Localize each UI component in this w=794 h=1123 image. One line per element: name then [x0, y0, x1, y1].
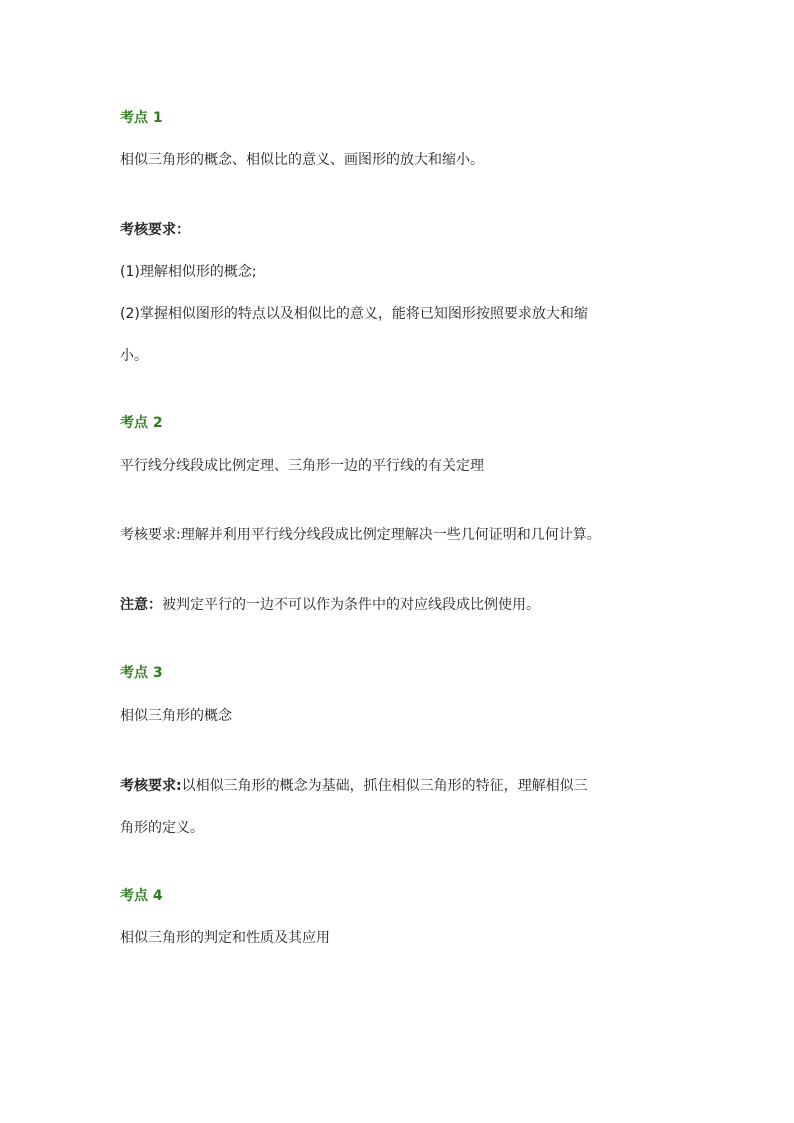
- section-1-requirement-item-2: (2)掌握相似图形的特点以及相似比的意义，能将已知图形按照要求放大和缩: [120, 306, 588, 322]
- section-1-requirement-item-1: (1)理解相似形的概念;: [120, 264, 257, 280]
- section-4-heading: 考点 4: [120, 888, 163, 904]
- section-1-requirement-item-2-cont: 小。: [120, 348, 148, 364]
- section-2-note: [120, 595, 540, 615]
- section-1-requirement-label: 考核要求：: [120, 222, 190, 238]
- section-2-note-text: 被判定平行的一边不可以作为条件中的对应线段成比例使用。: [162, 597, 540, 613]
- section-3-requirement: [120, 776, 588, 796]
- section-1-heading: 考点 1: [120, 110, 163, 126]
- section-3-requirement-cont: 角形的定义。: [120, 820, 204, 836]
- section-2-topic: 平行线分线段成比例定理、三角形一边的平行线的有关定理: [120, 458, 484, 474]
- section-2-note-label: 注意：: [120, 597, 162, 613]
- section-4-topic: 相似三角形的判定和性质及其应用: [120, 930, 330, 946]
- section-3-requirement-label: 考核要求:: [120, 778, 182, 794]
- section-2-requirement: [120, 525, 601, 545]
- section-3-heading: 考点 3: [120, 665, 163, 681]
- section-3-requirement-text: 以相似三角形的概念为基础，抓住相似三角形的特征，理解相似三: [181, 778, 588, 794]
- section-1-topic: 相似三角形的概念、相似比的意义、画图形的放大和缩小。: [120, 152, 484, 168]
- section-2-heading: 考点 2: [120, 415, 163, 431]
- section-3-topic: 相似三角形的概念: [120, 708, 232, 724]
- section-2-requirement-label: 考核要求:: [120, 527, 181, 543]
- section-2-requirement-text: 理解并利用平行线分线段成比例定理解决一些几何证明和几何计算。: [180, 527, 601, 543]
